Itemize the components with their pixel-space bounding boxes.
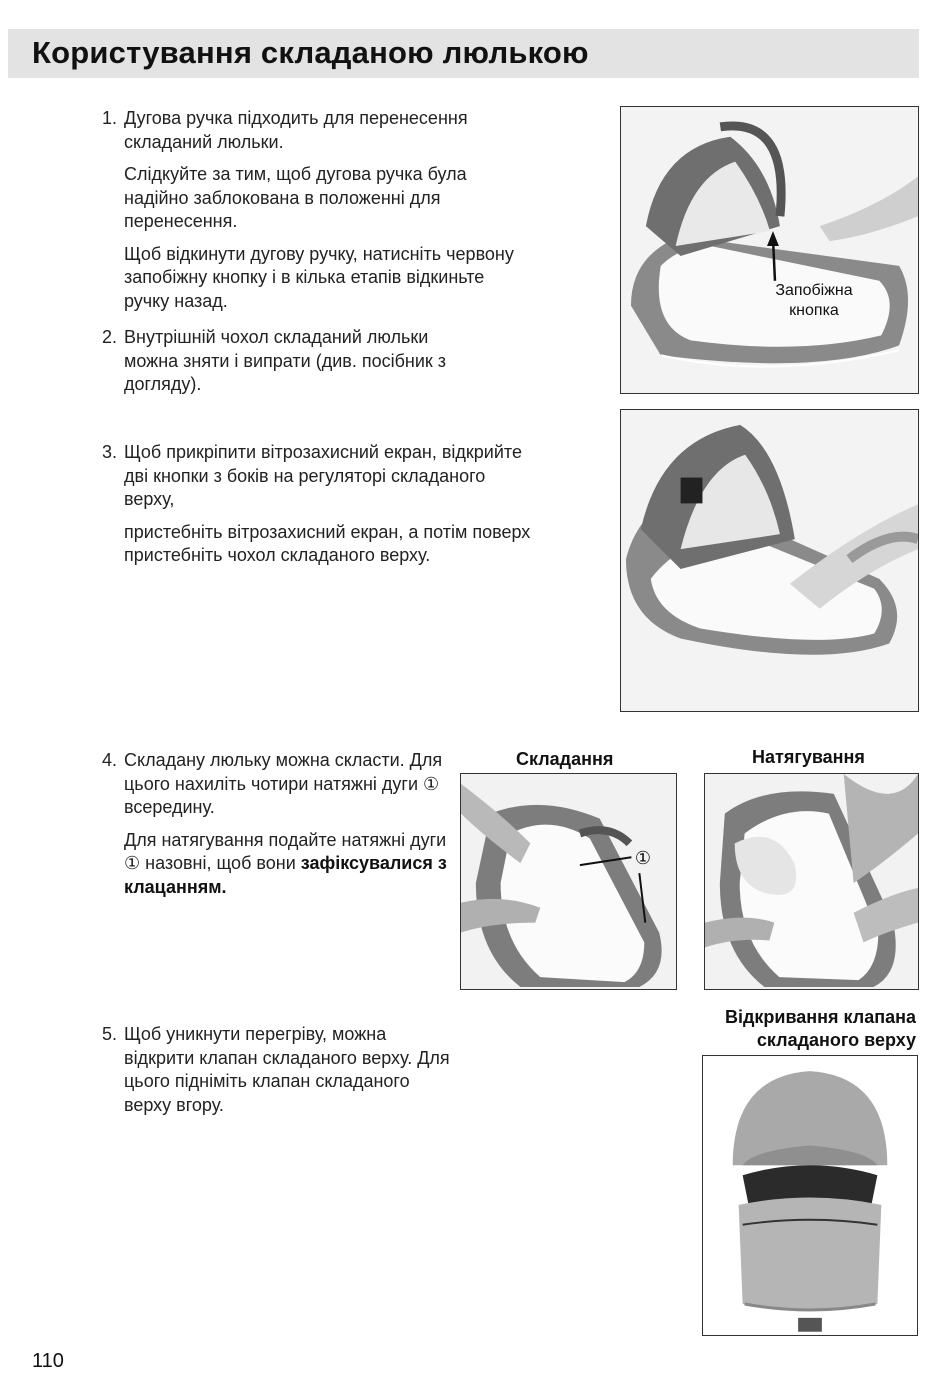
figure-tensioning xyxy=(704,773,919,990)
step-2 xyxy=(102,326,482,406)
tension-arm-marker: ① xyxy=(634,848,652,868)
step-paragraph: Слідкуйте за тим, щоб дугова ручка була надійно заблокована в положенні для перенесення. xyxy=(124,164,467,231)
page-title: Користування складаною люлькою xyxy=(32,35,589,70)
step-paragraph: Складану люльку можна скласти. Для цього нахиліть чотири натяжні дуги ① всередину. xyxy=(124,750,443,817)
safety-button-label: Запобіжна кнопка xyxy=(775,282,853,319)
page-number: 110 xyxy=(32,1350,64,1372)
step-4 xyxy=(102,749,452,908)
step-paragraph: Щоб відкинути дугову ручку, натисніть червону запобіжну кнопку і в кілька етапів відкиньте ручку назад. xyxy=(124,243,514,311)
title-bar xyxy=(8,29,919,78)
step-bold-text: зафіксувалися з клацанням. xyxy=(124,853,447,897)
figure-windscreen xyxy=(620,409,919,712)
step-paragraph: Щоб уникнути перегріву, можна відкрити клапан складаного верху. Для цього підніміть клапан складаного верху вгору. xyxy=(124,1024,450,1115)
step-paragraph: Щоб прикріпити вітрозахисний екран, відкрийте дві кнопки з боків на регуляторі складаного верху, xyxy=(124,442,522,509)
folding-caption: Складання xyxy=(516,749,614,769)
step-paragraph: Дугова ручка підходить для перенесення складаний люльки. xyxy=(124,108,468,152)
step-number: 5. xyxy=(102,1024,118,1044)
vent-caption-line: Відкривання клапана xyxy=(724,1007,916,1027)
vent-caption xyxy=(708,1006,916,1052)
step-number: 1. xyxy=(102,108,118,128)
step-paragraph: пристебніть вітрозахисний екран, а потім поверх пристебніть чохол складаного верху. xyxy=(124,521,531,565)
step-number: 2. xyxy=(102,327,118,347)
carrycot-folding-illustration xyxy=(461,774,676,989)
carrycot-windscreen-illustration xyxy=(621,410,918,711)
figure-folding xyxy=(460,773,677,990)
tensioning-caption: Натягування xyxy=(752,747,865,767)
step-1 xyxy=(102,107,532,322)
step-number: 4. xyxy=(102,750,118,770)
step-paragraph: Внутрішній чохол складаний люльки можна зняти і випрати (див. посібник з догляду). xyxy=(124,327,447,394)
step-3 xyxy=(102,441,532,577)
figure-carrying-handle xyxy=(620,106,919,394)
vent-caption-line: складаного верху xyxy=(756,1030,916,1050)
step-number: 3. xyxy=(102,442,118,462)
step-text: Для натягування подайте натяжні дуги ① назовні, щоб вони xyxy=(124,829,447,873)
figure-vent xyxy=(702,1055,918,1336)
step-5 xyxy=(102,1023,452,1126)
carrycot-vent-illustration xyxy=(703,1056,917,1335)
carrycot-tensioning-illustration xyxy=(705,774,918,989)
carrycot-handle-illustration xyxy=(621,107,918,393)
step-paragraph xyxy=(124,829,452,900)
